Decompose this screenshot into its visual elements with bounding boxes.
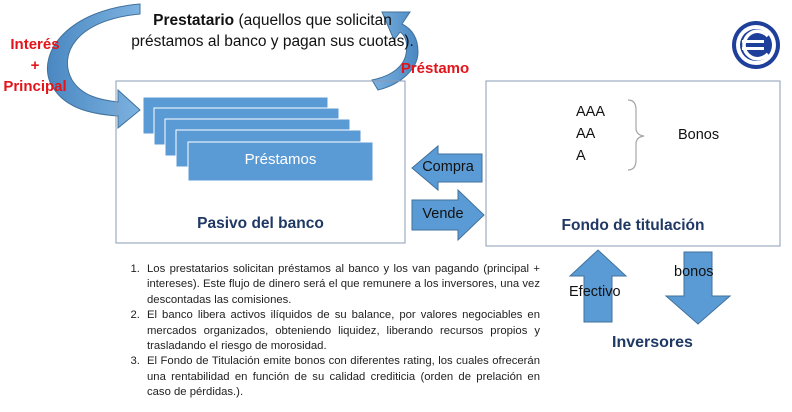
note-item: 1. Los prestatarios solicitan préstamos al banco y los van pagando (principal + intereses). Este flujo de dinero será el que remunere a los inversores, una vez descontadas las comisiones. — [143, 262, 540, 308]
interest-principal-label — [2, 34, 68, 97]
note-item: 2. El banco libera activos ilíquidos de su balance, por valores negociables en mercados organizados, obteniendo liquidez, liberando recursos propios y trasladando el riesgo de morosidad. — [143, 308, 540, 354]
rating-a: A — [576, 148, 586, 164]
ratings-bracket — [628, 100, 644, 170]
rating-aa: AA — [576, 126, 596, 142]
bonds-label: Bonos — [678, 127, 720, 143]
ratings-list — [576, 101, 605, 167]
euro-logo — [732, 21, 780, 69]
investors-title: Inversores — [612, 334, 693, 351]
bank-title: Pasivo del banco — [197, 215, 324, 232]
buy-label: Compra — [422, 159, 474, 175]
borrower-title: Prestatario — [153, 12, 235, 29]
loan-label: Préstamo — [400, 60, 470, 77]
explanatory-notes — [115, 262, 540, 401]
cash-label: Efectivo — [569, 284, 621, 300]
rating-aaa: AAA — [576, 104, 606, 120]
loan-stack — [143, 97, 373, 181]
principal-label: Principal — [3, 78, 67, 95]
loans-card-label: Préstamos — [244, 151, 317, 168]
sell-label: Vende — [422, 206, 464, 222]
borrower-description — [130, 10, 415, 52]
interest-label: Interés — [10, 36, 60, 53]
plus-label: + — [30, 57, 40, 74]
borrower-detail: (aquellos que solicitan préstamos al banco y pagan sus cuotas). — [131, 12, 414, 50]
investor-bonds-label: bonos — [674, 264, 714, 280]
bonds-down-arrow — [666, 252, 730, 324]
note-item: 3. El Fondo de Titulación emite bonos con diferentes rating, los cuales ofrecerán una rentabilidad en función de su calidad crediticia (orden de prelación en caso de pérdidas.). — [143, 354, 540, 400]
fund-title: Fondo de titulación — [561, 217, 705, 234]
